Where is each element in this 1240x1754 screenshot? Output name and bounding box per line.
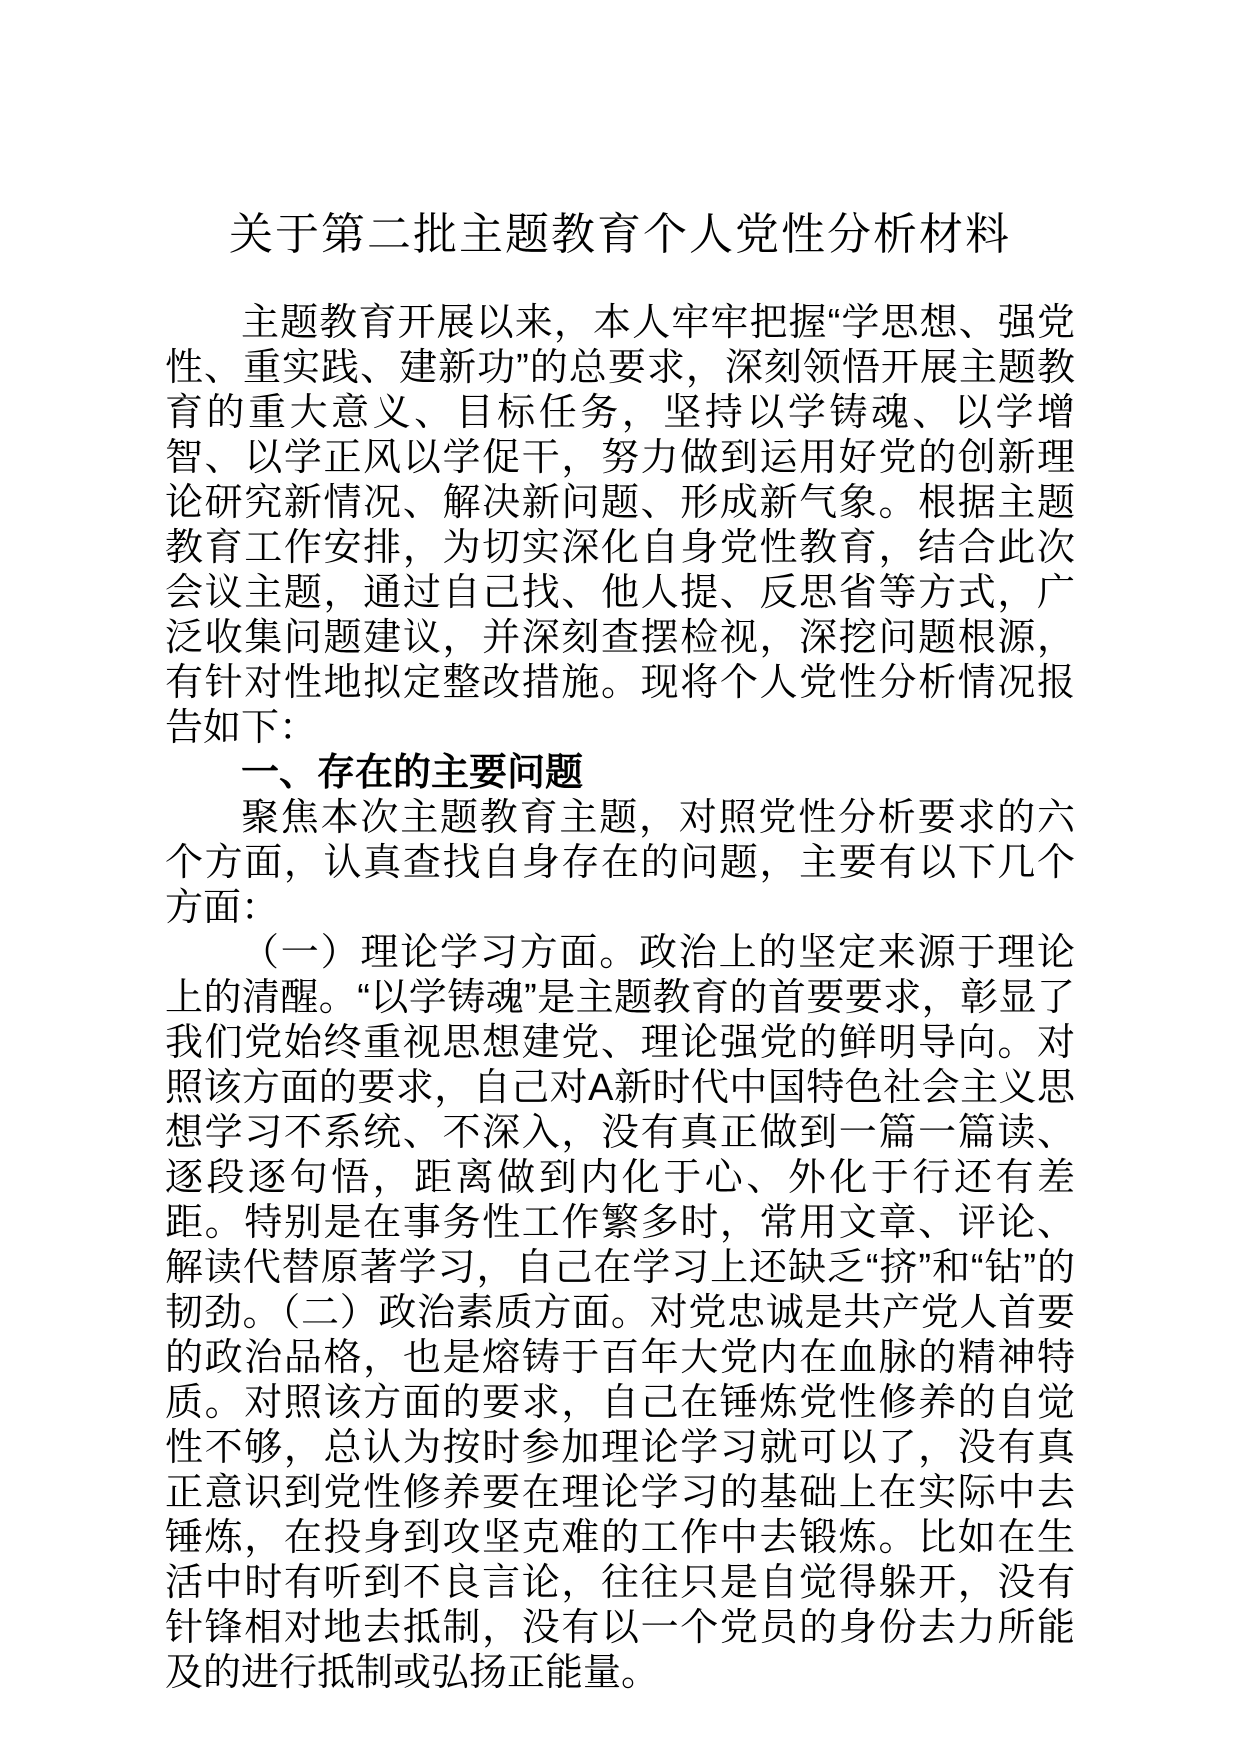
paragraph-focus: 聚焦本次主题教育主题，对照党性分析要求的六个方面，认真查找自身存在的问题，主要有以下几个方面：	[165, 797, 1075, 929]
document-title: 关于第二批主题教育个人党性分析材料	[229, 210, 1011, 259]
paragraph-problem-details: （一）理论学习方面。政治上的坚定来源于理论上的清醒。“以学铸魂”是主题教育的首要要求，彰显了我们党始终重视思想建党、理论强党的鲜明导向。对照该方面的要求，自己对A新时代中国特色社会主义思想学习不系统、不深入，没有真正做到一篇一篇读、逐段逐句悟，距离做到内化于心、外化于行还有差距。特别是在事务性工作繁多时，常用文章、评论、解读代替原著学习，自己在学习上还缺乏“挤”和“钻”的韧劲。（二）政治素质方面。对党忠诚是共产党人首要的政治品格，也是熔铸于百年大党内在血脉的精神特质。对照该方面的要求，自己在锤炼党性修养的自觉性不够，总认为按时参加理论学习就可以了，没有真正意识到党性修养要在理论学习的基础上在实际中去锤炼，在投身到攻坚克难的工作中去锻炼。比如在生活中时有听到不良言论，往往只是自觉得躲开，没有针锋相对地去抵制，没有以一个党员的身份去力所能及的进行抵制或弘扬正能量。	[165, 932, 1075, 1694]
document-body	[165, 301, 1075, 1696]
paragraph-intro: 主题教育开展以来，本人牢牢把握“学思想、强党性、重实践、建新功”的总要求，深刻领悟开展主题教育的重大意义、目标任务，坚持以学铸魂、以学增智、以学正风以学促干，努力做到运用好党的创新理论研究新情况、解决新问题、形成新气象。根据主题教育工作安排，为切实深化自身党性教育，结合此次会议主题，通过自己找、他人提、反思省等方式，广泛收集问题建议，并深刻查摆检视，深挖问题根源，有针对性地拟定整改措施。现将个人党性分析情况报告如下：	[165, 302, 1075, 749]
section-heading-main-problems: 一、存在的主要问题	[241, 752, 584, 794]
